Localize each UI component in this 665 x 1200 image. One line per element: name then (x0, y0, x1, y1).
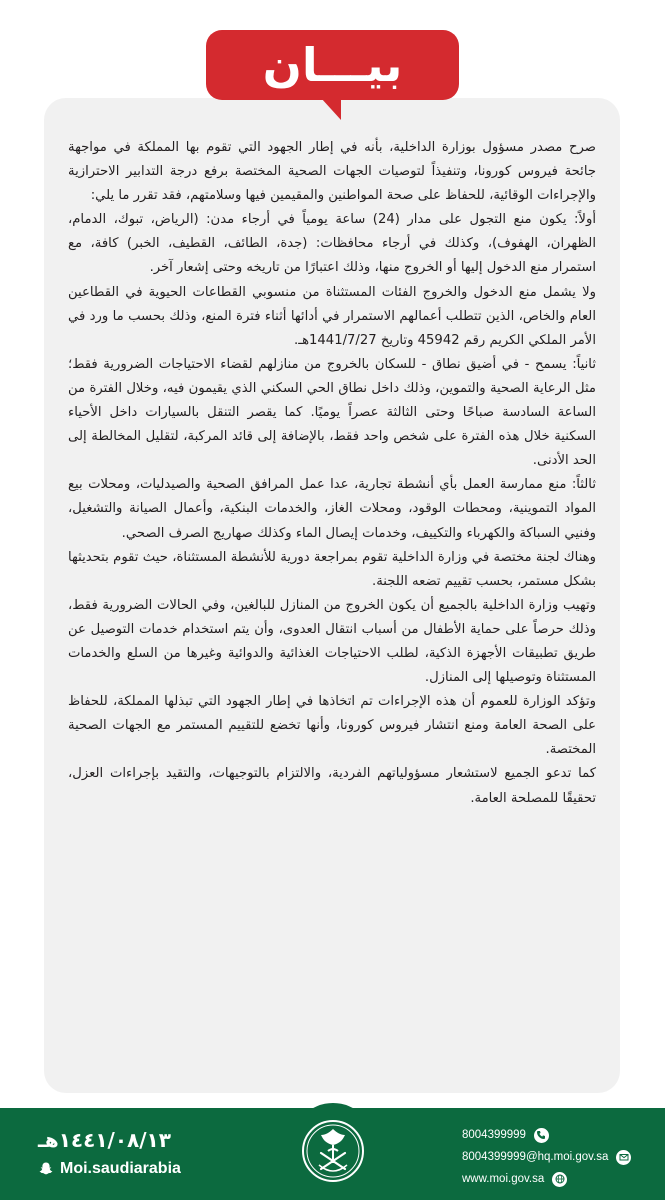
paragraph-first: أولاً: يكون منع التجول على مدار (24) ساعة يومياً في أرجاء مدن: (الرياض، تبوك، الدمام، الظهران، الهفوف)، وكذلك في أرجاء محافظات: (جدة، الطائف، القطيف، الخبر) كافة، مع استمرار منع الدخول إليها أو الخروج منها، وذلك اعتبارًا من تاريخه وحتى إشعار آخر. (68, 212, 596, 276)
email-contact[interactable] (462, 1146, 642, 1168)
phone-contact[interactable] (462, 1124, 642, 1146)
title-banner (206, 30, 459, 100)
snapchat-handle[interactable] (38, 1160, 181, 1178)
phone-icon (534, 1128, 549, 1143)
statement-body (68, 136, 596, 811)
handle-text: Moi.saudiarabia (60, 1160, 181, 1177)
website-url: www.moi.gov.sa (462, 1173, 545, 1185)
paragraph-exemptions: ولا يشمل منع الدخول والخروج الفئات المستثناة من منسوبي القطاعات الحيوية في القطاعين العام والخاص، الذين تتطلب أعمالهم الاستمرار في أدائها أثناء فترة المنع، وذلك بحسب ما ورد في الأمر الملكي الكريم رقم 45942 وتاريخ 1441/7/27هـ. (68, 284, 596, 348)
contact-info (462, 1124, 642, 1190)
statement-card (44, 98, 620, 1093)
paragraph-emphasis: وتؤكد الوزارة للعموم أن هذه الإجراءات تم اتخاذها في إطار الجهود التي تبذلها المملكة، للحفاظ على الصحة العامة ومنع انتشار فيروس كورونا، وأنها تخضع للتقييم المستمر مع الجهات الصحية المختصة. (68, 694, 596, 758)
page-title: بيـــان (262, 38, 403, 92)
ministry-emblem-icon (291, 1103, 375, 1199)
phone-number: 8004399999 (462, 1129, 526, 1141)
paragraph-third: ثالثاً: منع ممارسة العمل بأي أنشطة تجارية، عدا عمل المرافق الصحية والصيدليات، ومحلات بيع المواد التموينية، ومحطات الوقود، ومحلات الغاز، والخدمات البنكية، وأعمال الصيانة والتشغيل، وفنيي السباكة والكهرباء والتكييف، وخدمات إيصال الماء وكذلك صهاريج الصرف الصحي. (68, 477, 596, 541)
paragraph-appeal: وتهيب وزارة الداخلية بالجميع أن يكون الخروج من المنازل للبالغين، وفي الحالات الضرورية فقط، وذلك حرصاً على حماية الأطفال من أسباب انتقال العدوى، وأن يتم استخدام خدمات التوصيل عن طريق تطبيقات الأجهزة الذكية، لطلب الاحتياجات الغذائية والدوائية وغيرها من السلع والخدمات المستثناة وتوصيلها إلى المنازل. (68, 597, 596, 686)
paragraph-committee: وهناك لجنة مختصة في وزارة الداخلية تقوم بمراجعة دورية للأنشطة المستثناة، حيث تقوم بتحديثها بشكل مستمر، بحسب تقييم تضعه اللجنة. (68, 549, 596, 589)
website-contact[interactable] (462, 1168, 642, 1190)
paragraph-call: كما تدعو الجميع لاستشعار مسؤولياتهم الفردية، والالتزام بالتوجيهات، والتقيد بإجراءات العزل، تحقيقًا للمصلحة العامة. (68, 766, 596, 806)
paragraph-second: ثانياً: يسمح - في أضيق نطاق - للسكان بالخروج من منازلهم لقضاء الاحتياجات الضرورية فقط؛ مثل الرعاية الصحية والتموين، وذلك داخل نطاق الحي السكني الذي يقيمون فيه، وخلال الفترة من الساعة السادسة صباحًا وحتى الثالثة عصراً يوميًا. كما يقصر التنقل بالسيارات داخل الأحياء السكنية خلال هذه الفترة على شخص واحد فقط، بالإضافة إلى قائد المركبة، لتقليل المخالطة إلى الحد الأدنى. (68, 356, 596, 469)
email-address: 8004399999@hq.moi.gov.sa (462, 1151, 609, 1163)
hijri-date: ١٤٤١/٠٨/١٣هـ (38, 1128, 171, 1152)
paragraph-intro: صرح مصدر مسؤول بوزارة الداخلية، بأنه في إطار الجهود التي تقوم بها المملكة في مواجهة جائحة فيروس كورونا، وتنفيذاً لتوصيات الجهات الصحية المختصة برفع درجة التدابير الاحترازية والإجراءات الوقائية، للحفاظ على صحة المواطنين والمقيمين فيها وسلامتهم، فقد تقرر ما يلي: (68, 140, 596, 204)
globe-icon (552, 1172, 567, 1187)
snapchat-icon (38, 1161, 54, 1177)
email-icon (616, 1150, 631, 1165)
